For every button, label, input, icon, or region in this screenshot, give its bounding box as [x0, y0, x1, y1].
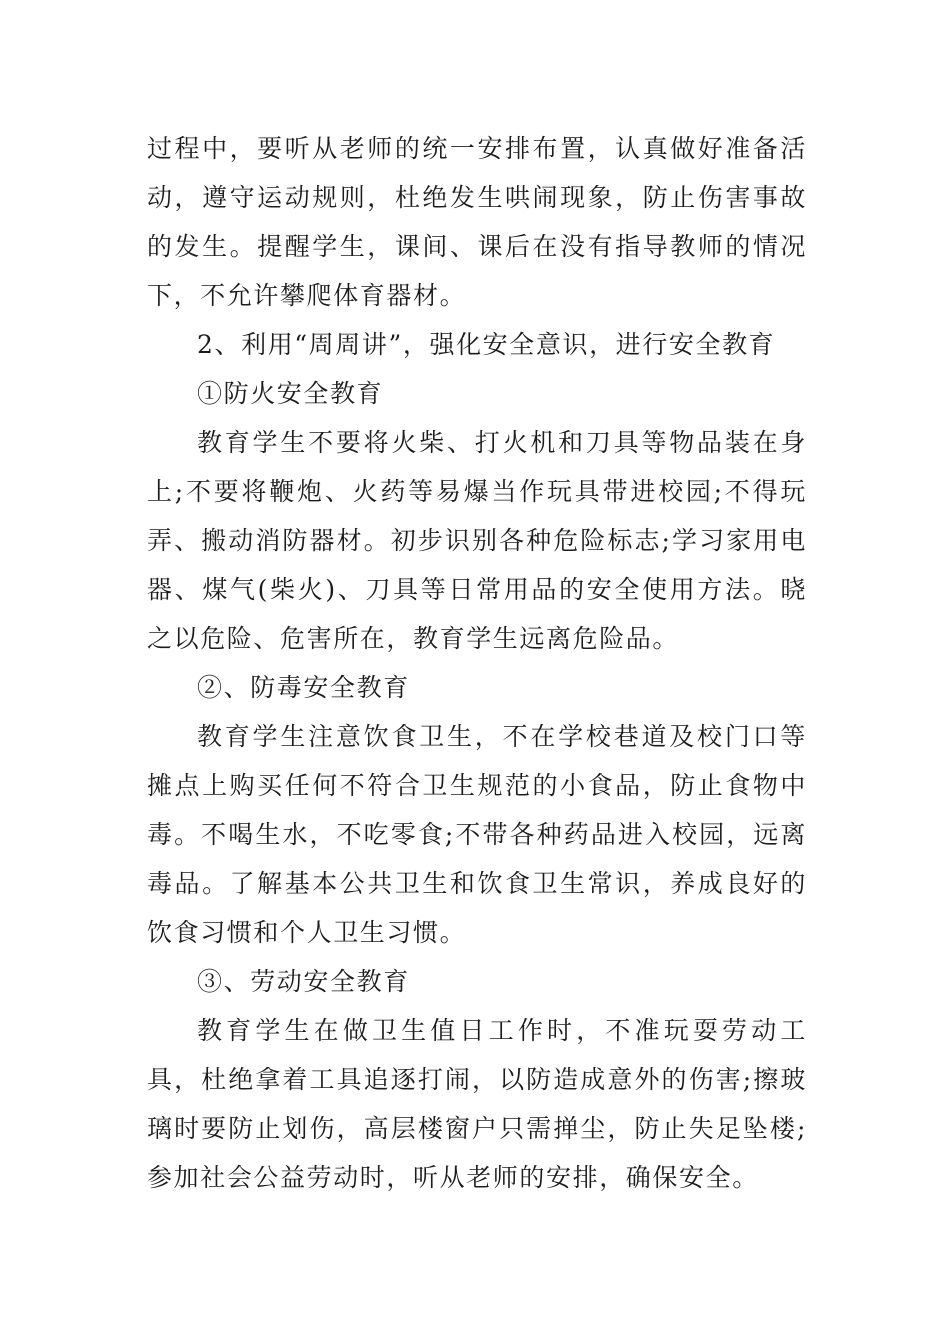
paragraph-poison-safety: 教育学生注意饮食卫生，不在学校巷道及校门口等摊点上购买任何不符合卫生规范的小食品，防止食物中毒。不喝生水，不吃零食;不带各种药品进入校园，远离毒品。了解基本公共卫生和饮食卫生常识，养成良好的饮食习惯和个人卫生习惯。	[147, 722, 807, 947]
paragraph-sports-safety-continued: 过程中，要听从老师的统一安排布置，认真做好准备活动，遵守运动规则，杜绝发生哄闹现象，防止伤害事故的发生。提醒学生，课间、课后在没有指导教师的情况下，不允许攀爬体育器材。	[147, 134, 807, 310]
heading-fire-safety: ①防火安全教育	[197, 379, 384, 408]
paragraph-labor-safety: 教育学生在做卫生值日工作时，不准玩耍劳动工具，杜绝拿着工具追逐打闹，以防造成意外的伤害;擦玻璃时要防止划伤，高层楼窗户只需掸尘，防止失足坠楼;参加社会公益劳动时，听从老师的安排，确保安全。	[147, 1016, 807, 1192]
heading-weekly-talk-safety-education: 2、利用“周周讲”，强化安全意识，进行安全教育	[197, 330, 776, 359]
heading-labor-safety: ③、劳动安全教育	[197, 967, 410, 996]
heading-poison-safety: ②、防毒安全教育	[197, 673, 410, 702]
paragraph-fire-safety: 教育学生不要将火柴、打火机和刀具等物品装在身上;不要将鞭炮、火药等易爆当作玩具带进校园;不得玩弄、搬动消防器材。初步识别各种危险标志;学习家用电器、煤气(柴火)、刀具等日常用品的安全使用方法。晓之以危险、危害所在，教育学生远离危险品。	[147, 428, 807, 653]
document-body	[147, 124, 807, 1202]
